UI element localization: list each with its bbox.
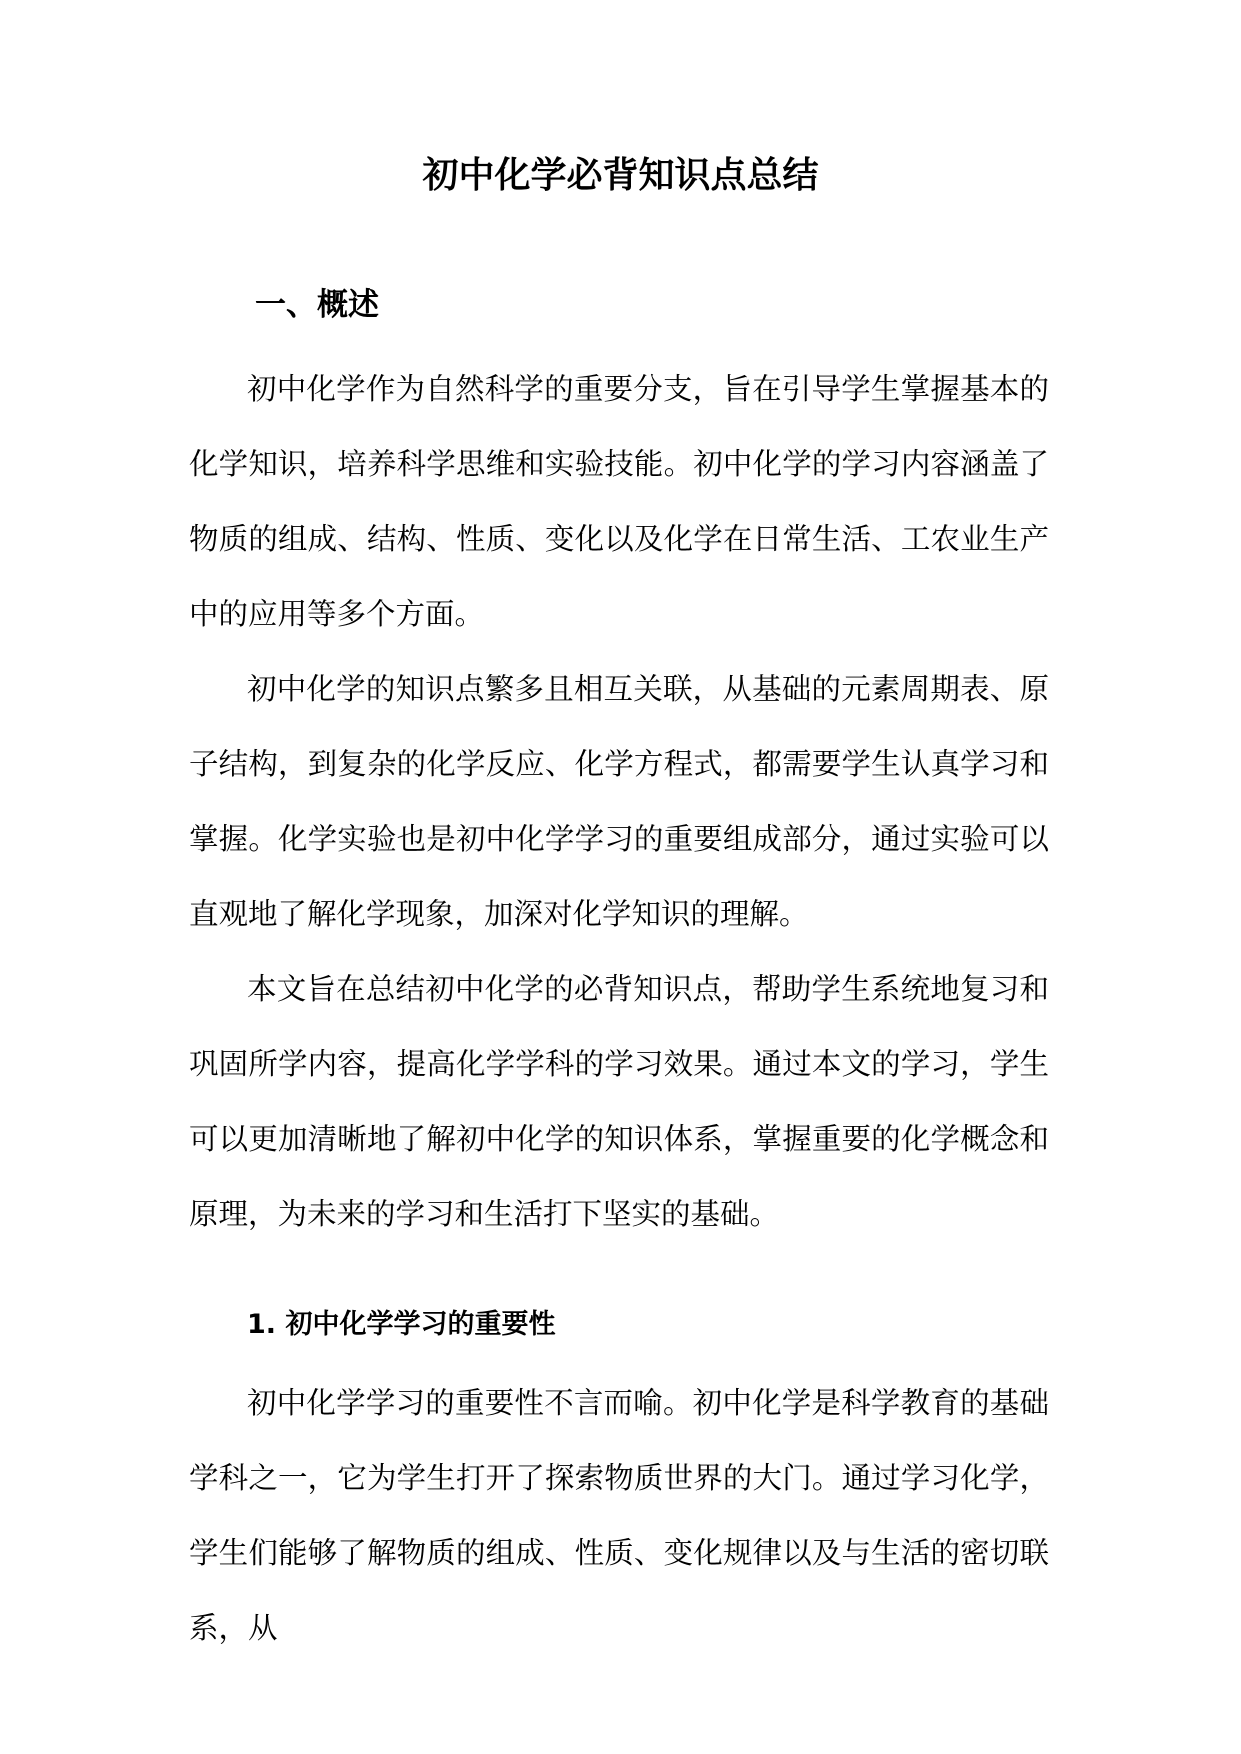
document-title: 初中化学必背知识点总结 xyxy=(422,155,819,196)
section-heading-overview: 一、概述 xyxy=(255,287,379,323)
paragraph: 初中化学学习的重要性不言而喻。初中化学是科学教育的基础学科之一，它为学生打开了探索物质世界的大门。通过学习化学，学生们能够了解物质的组成、性质、变化规律以及与生活的密切联系，从 xyxy=(189,1386,1049,1645)
paragraph: 本文旨在总结初中化学的必背知识点，帮助学生系统地复习和巩固所学内容，提高化学学科的学习效果。通过本文的学习，学生可以更加清晰地了解初中化学的知识体系，掌握重要的化学概念和原理，为未来的学习和生活打下坚实的基础。 xyxy=(189,972,1049,1231)
paragraph: 初中化学的知识点繁多且相互关联，从基础的元素周期表、原子结构，到复杂的化学反应、化学方程式，都需要学生认真学习和掌握。化学实验也是初中化学学习的重要组成部分，通过实验可以直观地了解化学现象，加深对化学知识的理解。 xyxy=(189,672,1049,931)
subsection-heading-importance: 1. 初中化学学习的重要性 xyxy=(247,1309,556,1340)
paragraph: 初中化学作为自然科学的重要分支，旨在引导学生掌握基本的化学知识，培养科学思维和实验技能。初中化学的学习内容涵盖了物质的组成、结构、性质、变化以及化学在日常生活、工农业生产中的应用等多个方面。 xyxy=(189,372,1049,631)
